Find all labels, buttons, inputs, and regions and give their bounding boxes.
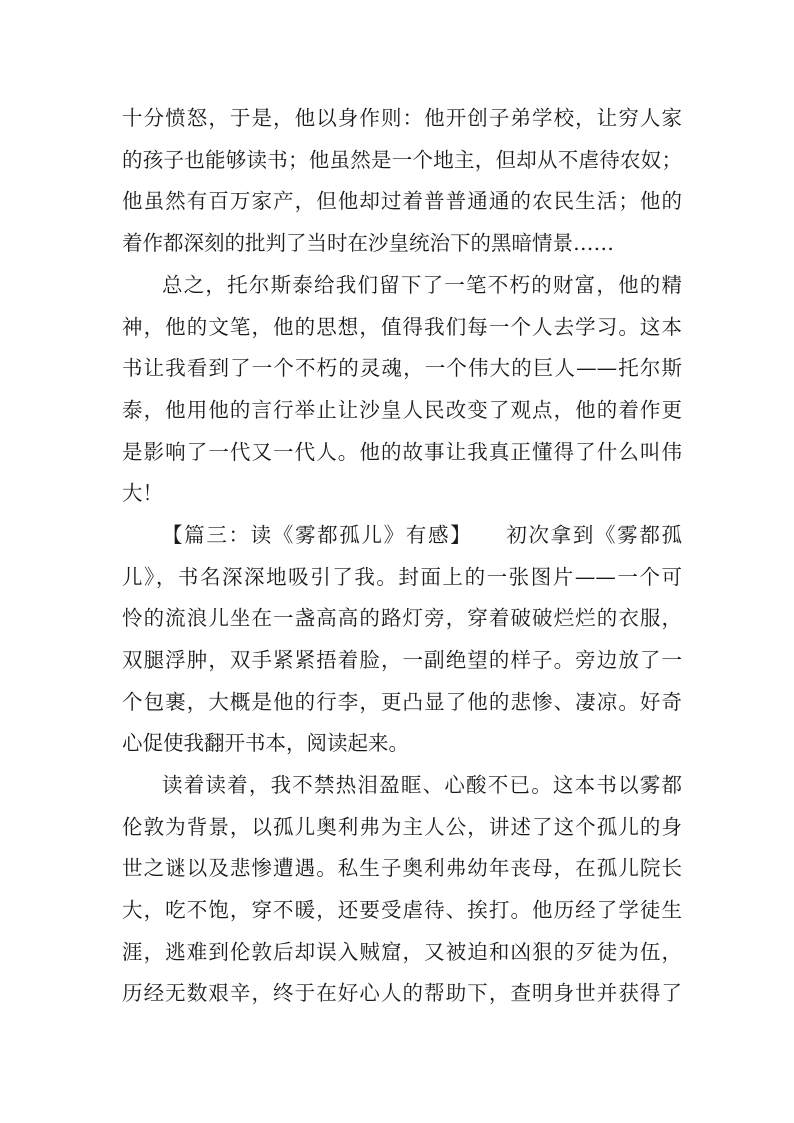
text-line: 大！ bbox=[122, 481, 163, 505]
text-line: 泰，他用他的言行举止让沙皇人民改变了观点，他的着作更 bbox=[122, 398, 682, 422]
text-line: 历经无数艰辛，终于在好心人的帮助下，查明身世并获得了 bbox=[122, 981, 682, 1005]
section-heading-line: 【篇三：读《雾都孤儿》有感】 初次拿到《雾都孤 bbox=[162, 523, 682, 547]
text-line: 伦敦为背景，以孤儿奥利弗为主人公，讲述了这个孤儿的身 bbox=[122, 815, 682, 839]
text-line: 世之谜以及悲惨遭遇。私生子奥利弗幼年丧母，在孤儿院长 bbox=[122, 856, 682, 880]
text-line: 着作都深刻的批判了当时在沙皇统治下的黑暗情景…… bbox=[122, 231, 614, 255]
text-line: 十分愤怒，于是，他以身作则：他开创子弟学校，让穷人家 bbox=[122, 106, 682, 130]
text-line: 大，吃不饱，穿不暖，还要受虐待、挨打。他历经了学徒生 bbox=[122, 898, 682, 922]
text-line: 涯，逃难到伦敦后却误入贼窟，又被迫和凶狠的歹徒为伍， bbox=[122, 940, 682, 964]
paragraph-first-line: 读着读着，我不禁热泪盈眶、心酸不已。这本书以雾都 bbox=[162, 773, 682, 797]
paragraph-first-line: 总之，托尔斯泰给我们留下了一笔不朽的财富，他的精 bbox=[162, 273, 682, 297]
text-line: 心促使我翻开书本，阅读起来。 bbox=[122, 731, 409, 755]
text-line: 个包裹，大概是他的行李，更凸显了他的悲惨、凄凉。好奇 bbox=[122, 690, 682, 714]
text-line: 神，他的文笔，他的思想，值得我们每一个人去学习。这本 bbox=[122, 315, 682, 339]
text-line: 书让我看到了一个不朽的灵魂，一个伟大的巨人——托尔斯 bbox=[122, 356, 682, 380]
text-line: 儿》，书名深深地吸引了我。封面上的一张图片——一个可 bbox=[122, 565, 682, 589]
text-line: 他虽然有百万家产，但他却过着普普通通的农民生活；他的 bbox=[122, 189, 682, 213]
text-line: 是影响了一代又一代人。他的故事让我真正懂得了什么叫伟 bbox=[122, 440, 682, 464]
text-line: 的孩子也能够读书；他虽然是一个地主，但却从不虐待农奴； bbox=[122, 148, 682, 172]
text-line: 双腿浮肿，双手紧紧捂着脸，一副绝望的样子。旁边放了一 bbox=[122, 648, 682, 672]
text-line: 怜的流浪儿坐在一盏高高的路灯旁，穿着破破烂烂的衣服， bbox=[122, 606, 682, 630]
